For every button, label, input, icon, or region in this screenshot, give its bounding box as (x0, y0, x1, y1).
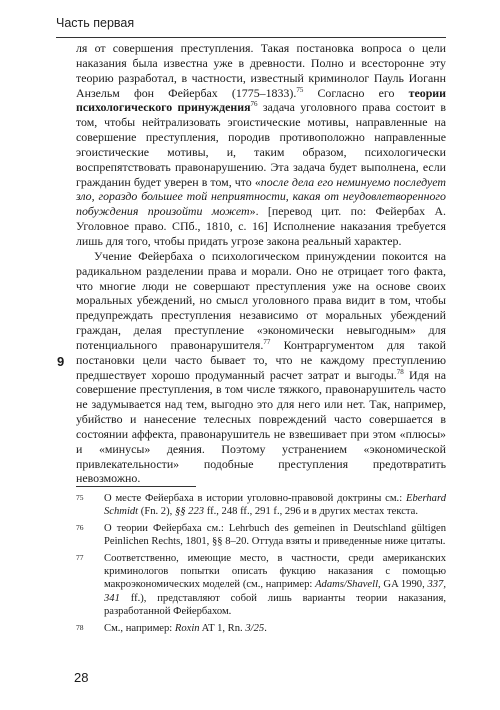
footnote-ref-76[interactable]: 76 (250, 100, 258, 109)
footnote-text: ff.), представляют собой лишь варианты теории наказания, разработанной Фейербахом. (104, 592, 446, 618)
margin-paragraph-number: 9 (57, 354, 65, 369)
p1-text-3: задача уголовного права состоит в том, чтобы нейтрализовать эгоистические мотивы, направленные на совершение преступления, породив противоположно направленные эгоистические мотивы, и, таким образом, психологически воспрепятствовать правонарушению. Эта задача будет выполнена, если гражданин будет уверен в том, что « (76, 100, 446, 189)
footnote-ref-77[interactable]: 77 (263, 337, 271, 346)
p1-quote: после дела его неминуемо последует зло, гораздо большее той неприятности, какая от неудовлетворенного побуждения произойти может (76, 174, 446, 219)
footnote-number: 75 (76, 493, 84, 502)
p1-text-2: Согласно его (303, 85, 409, 100)
footnote-75 (76, 492, 446, 519)
footnote-77 (76, 552, 446, 619)
footnote-78 (76, 622, 446, 635)
footnote-italic: §§ 223 (174, 506, 205, 518)
paragraph-2 (76, 249, 446, 487)
page-number: 28 (74, 670, 89, 685)
footnote-text: Соответственно, имеющие место, в частности, среди американских криминологов попытки описать фукцию наказания с помощью макроэкономических моделей (см., например: (104, 552, 446, 591)
main-text (76, 41, 446, 486)
footnote-italic: Adams/Shavell (315, 579, 379, 591)
footnote-ref-75[interactable]: 75 (296, 85, 304, 94)
p2-text-3: Идя на совершение преступления, в том числе тяжкого, правонарушитель часто не задумывается над тем, выгодно это для него или нет. Так, например, убийство и нанесение телесных повреждений часто совершается в состоянии аффекта, правонарушитель не взвешивает при этом «плюсы» и «минусы» деяния. Поэтому устранением «экономической привлекательности» подобные преступления предотвратить невозможно. (76, 367, 446, 486)
footnote-rule (76, 486, 196, 487)
footnote-italic: Eberhard Schmidt (104, 493, 446, 518)
footnote-ref-78[interactable]: 78 (396, 367, 404, 376)
paragraph-1 (76, 41, 446, 249)
footnotes (76, 492, 446, 638)
p1-bold-term: теории психологического принуждения (76, 85, 447, 115)
footnote-number: 78 (76, 622, 84, 632)
footnote-text: AT 1, Rn. (199, 622, 246, 634)
footnote-italic: 337, 341 (104, 579, 446, 604)
running-head: Часть первая (56, 16, 135, 30)
p1-text-4: ». [перевод цит. по: Фейербах А. Уголовное право. СПб., 1810, с. 16] Исполнение наказания требуется лишь для того, чтобы придать угрозе закона реальный характер. (76, 204, 446, 248)
footnote-text: (Fn. 2), (138, 506, 175, 518)
p2-text-1: Учение Фейербаха о психологическом принуждении покоится на радикальном разделении права и морали. Оно не отрицает того факта, что многие люди не совершают преступления уже на основе своих моральных убеждений, но смысл уголовного права видит в том, чтобы предупреждать преступления независимо от моральных убеждений граждан, делая преступление «экономически невыгодным» для потенциального правонарушителя. (76, 248, 446, 352)
footnote-text: ff., 248 ff., 291 f., 296 и в других местах текста. (204, 506, 419, 518)
footnote-text: См., например: (104, 622, 175, 634)
footnote-text: О месте Фейербаха в истории уголовно-правовой доктрины см.: (104, 493, 406, 504)
header-rule (56, 37, 446, 38)
footnote-text: , GA 1990, (378, 579, 428, 591)
footnote-number: 77 (76, 552, 84, 562)
p1-text-1: ля от совершения преступления. Такая постановка вопроса о цели наказания была известна уже в древности. Полно и всесторонне эту теорию разработал, в частности, известный криминолог Пауль Иоганн Анзельм фон Фейербах (1775–1833). (76, 41, 446, 100)
footnote-italic: Roxin (174, 622, 200, 634)
footnote-text: . (264, 622, 267, 634)
footnote-76 (76, 522, 446, 549)
footnote-number: 76 (76, 522, 84, 532)
p2-text-2: Контраргументом для такой постановки цели часто бывает то, что не каждому преступлению предшествует хорошо продуманный расчет затрат и выгоды. (76, 337, 446, 382)
footnote-text: О теории Фейербаха см.: Lehrbuch des gemeinen in Deutschland gültigen Peinlichen Rechts, 1801, §§ 8–20. Оттуда взяты и приведенные ниже цитаты. (104, 522, 446, 548)
footnote-italic: 3/25 (245, 622, 265, 634)
